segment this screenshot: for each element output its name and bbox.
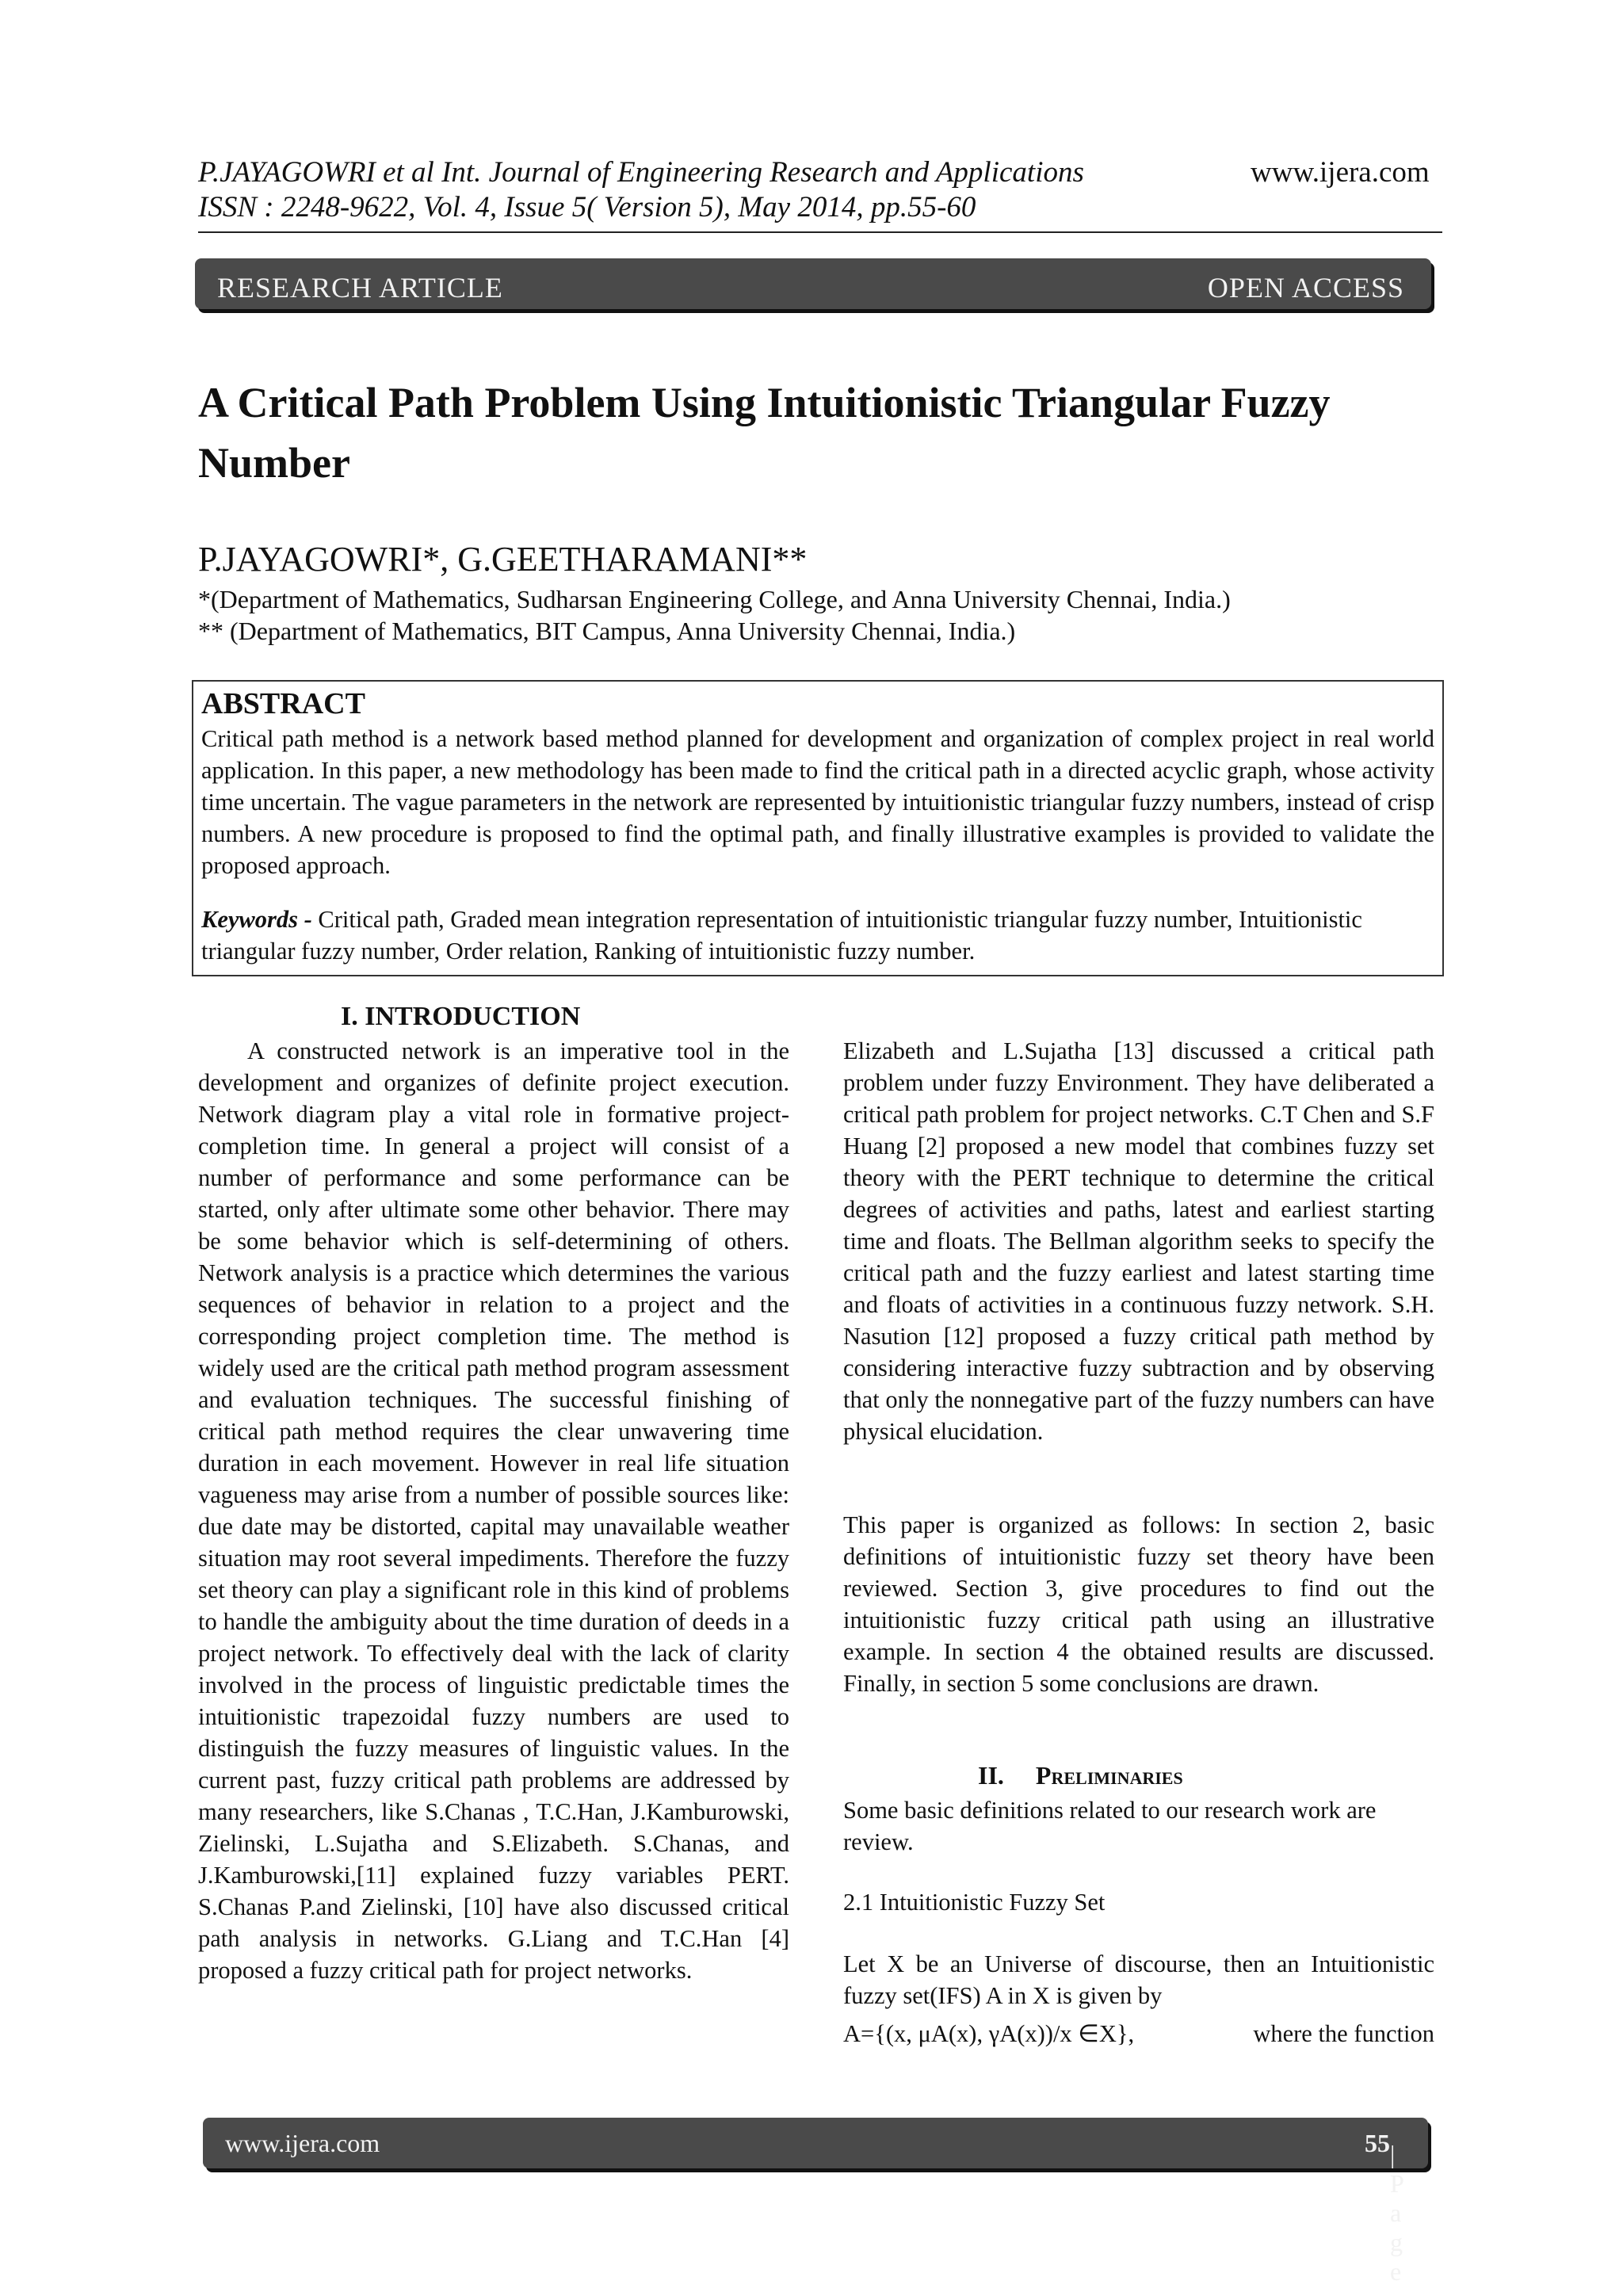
affiliation-1: *(Department of Mathematics, Sudharsan Engineering College, and Anna University Chennai, India.) (198, 585, 1231, 613)
keywords (201, 904, 1434, 967)
keywords-label: Keywords - (201, 906, 319, 933)
journal-line: P.JAYAGOWRI et al Int. Journal of Engineering Research and Applications (198, 156, 1084, 189)
formula-tail: where the function (1253, 2020, 1434, 2047)
issn-line: ISSN : 2248-9622, Vol. 4, Issue 5( Version 5), May 2014, pp.55-60 (198, 191, 976, 223)
preliminaries-text: Some basic definitions related to our research work are review. (843, 1797, 1377, 1855)
page-label: | P a g e (1390, 2140, 1403, 2286)
research-article-label: RESEARCH ARTICLE (217, 272, 503, 304)
right-column-para-2: This paper is organized as follows: In section 2, basic definitions of intuitionistic fuzzy set theory have been reviewed. Section 3, give procedures to find out the intuitionistic fuzzy critical path using an illustrative example. In section 4 the obtained results are discussed. Finally, in section 5 some conclusions are drawn. (843, 1511, 1434, 1697)
preliminaries-title: Preliminaries (1035, 1761, 1183, 1790)
journal-website[interactable]: www.ijera.com (1251, 156, 1430, 189)
keywords-text: Critical path, Graded mean integration representation of intuitionistic triangular fuzzy number, Intuitionistic triangular fuzzy number, Order relation, Ranking of intuitionistic fuzzy number. (201, 906, 1362, 965)
footer-page (1365, 2129, 1403, 2286)
affiliation-2: ** (Department of Mathematics, BIT Campus, Anna University Chennai, India.) (198, 617, 1016, 645)
abstract-box (192, 680, 1444, 976)
open-access-label: OPEN ACCESS (1207, 272, 1404, 304)
preliminaries-heading (978, 1761, 1183, 1790)
introduction-text: A constructed network is an imperative tool in the development and organizes of definite project execution. Network diagram play a vital role in formative project-completion time. In general a project will consist of a number of performance and some performance can be started, only after ultimate some other behavior. There may be some behavior which is self-determining of others. Network analysis is a practice which determines the various sequences of behavior in relation to a project and the corresponding project completion time. The method is widely used are the critical path method program assessment and evaluation techniques. The successful finishing of critical path method requires the clear unwavering time duration in each movement. However in real life situation vagueness may arise from a number of possible sources like: due date may be distorted, capital may unavailable weather situation may root several impediments. Therefore the fuzzy set theory can play a significant role in this kind of problems to handle the ambiguity about the time duration of deeds in a project network. To effectively deal with the lack of clarity involved in the process of linguistic predictable times the intuitionistic trapezoidal fuzzy numbers are used to distinguish the fuzzy measures of linguistic values. In the current past, fuzzy critical path problems are addressed by many researchers, like S.Chanas , T.C.Han, J.Kamburowski, Zielinski, L.Sujatha and S.Elizabeth. S.Chanas, and J.Kamburowski,[11] explained fuzzy variables PERT. S.Chanas P.and Zielinski, [10] have also discussed critical path analysis in networks. G.Liang and T.C.Han [4] proposed a fuzzy critical path for project networks. (198, 1037, 789, 1984)
paper-title: A Critical Path Problem Using Intuitionistic Triangular Fuzzy Number (198, 379, 1331, 487)
header-rule (198, 231, 1442, 233)
footer-website[interactable]: www.ijera.com (225, 2129, 380, 2157)
article-type-banner (195, 258, 1431, 309)
abstract-text: Critical path method is a network based method planned for development and organization of complex project in real world application. In this paper, a new methodology has been made to find the critical path in a directed acyclic graph, whose activity time uncertain. The vague parameters in the network are represented by intuitionistic triangular fuzzy numbers, instead of crisp numbers. A new procedure is proposed to find the optimal path, and finally illustrative examples is provided to validate the proposed approach. (201, 725, 1434, 879)
introduction-heading: I. INTRODUCTION (341, 1002, 581, 1031)
ifs-definition-text: Let X be an Universe of discourse, then an Intuitionistic fuzzy set(IFS) A in X is given by (843, 1950, 1434, 2009)
preliminaries-number: II. (978, 1761, 1004, 1790)
authors: P.JAYAGOWRI*, G.GEETHARAMANI** (198, 540, 808, 579)
page-footer (203, 2118, 1428, 2286)
subsection-2-1: 2.1 Intuitionistic Fuzzy Set (843, 1889, 1106, 1916)
abstract-heading: ABSTRACT (201, 687, 365, 720)
right-column-para-1: Elizabeth and L.Sujatha [13] discussed a critical path problem under fuzzy Environment. They have deliberated a critical path problem for project networks. C.T Chen and S.F Huang [2] proposed a new model that combines fuzzy set theory with the PERT technique to determine the critical degrees of activities and paths, latest and earliest starting time and floats. The Bellman algorithm seeks to specify the critical path and the fuzzy earliest and latest starting time and floats of activities in a continuous fuzzy network. S.H. Nasution [12] proposed a fuzzy critical path method by considering interactive fuzzy subtraction and by observing that only the nonnegative part of the fuzzy numbers can have physical elucidation. (843, 1037, 1434, 1445)
ifs-formula: A={(x, μA(x), γA(x))/x ∈X}, (843, 2020, 1135, 2047)
ifs-formula-line (843, 2018, 1434, 2050)
page-number: 55 (1365, 2129, 1390, 2157)
